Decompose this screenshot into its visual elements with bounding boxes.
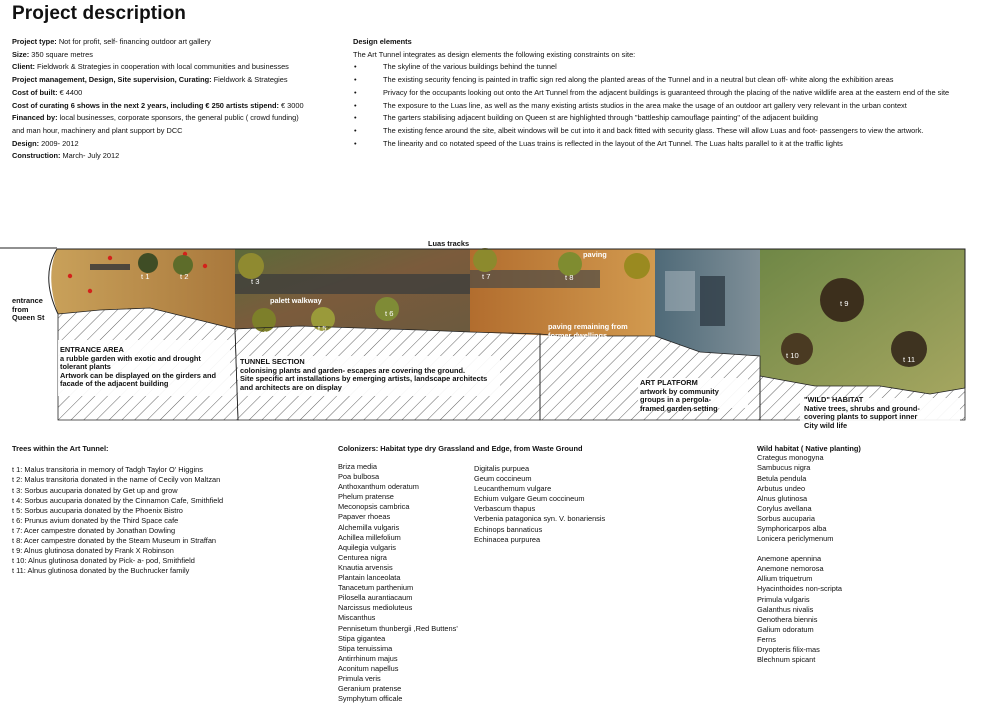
- wild-habitat-line-3: City wild life: [804, 420, 848, 430]
- project-info-value: Not for profit, self- financing outdoor art gallery: [56, 37, 211, 46]
- design-bullet: • The exposure to the Luas line, as well as the many existing artists studios in the area make the usage of an outdoor art gallery very relevant in the urban context: [353, 100, 983, 113]
- entrance-area-line-2: tolerant plants: [60, 362, 111, 372]
- wild-plant-item: Sambucus nigra: [757, 463, 811, 473]
- wild-plant-item: Arbutus undeo: [757, 483, 806, 493]
- design-bullet: • The garters stabilising adjacent building on Queen st are highlighted through "battleship camouflage painting" of the adjacent building: [353, 112, 983, 125]
- project-info-value: € 3000: [278, 100, 304, 110]
- wild-plant-item: Hyacinthoides non-scripta: [757, 584, 843, 594]
- trees-heading: Trees within the Art Tunnel:: [12, 444, 109, 453]
- project-info-row: [12, 36, 342, 49]
- entrance-label: [12, 297, 44, 323]
- palett-walkway-label: palett walkway: [270, 296, 322, 305]
- colonizer-item: Pennisetum thunbergii ,Red Buttens': [338, 623, 458, 633]
- project-info-value: Fieldwork & Strategies in cooperation with local communities and businesses: [35, 62, 289, 72]
- colonizer-item: Stipa tenuissima: [338, 643, 393, 653]
- colonizer-item: Alchemilla vulgaris: [338, 522, 400, 532]
- project-info-value: and man hour, machinery and plant support by DCC: [12, 125, 183, 135]
- project-info-label: Construction:: [12, 151, 61, 161]
- project-info-row: [12, 74, 342, 87]
- wild-plant-item: Betula pendula: [757, 473, 807, 483]
- project-info-label: Cost of curating 6 shows in the next 2 years, including € 250 artists stipend:: [12, 100, 279, 110]
- tree-label-t4: t 4: [258, 329, 267, 338]
- colonizer-item: Pilosella aurantiacaum: [338, 593, 413, 603]
- project-info-label: Client:: [12, 62, 35, 72]
- tree-label-t8: t 8: [565, 273, 574, 282]
- wild-plant-item: Crategus monogyna: [757, 453, 824, 463]
- entrance-area-line-3: Artwork can be displayed on the girders and: [60, 370, 217, 380]
- entrance-area-title: ENTRANCE AREA: [60, 345, 124, 354]
- project-info-label: Size:: [12, 49, 30, 59]
- wild-habitat-line-1: Native trees, shrubs and ground-: [804, 403, 920, 413]
- wild-plant-item: Allium triquetrum: [757, 574, 813, 584]
- project-info-label: Project management, Design, Site supervision, Curating:: [12, 75, 212, 85]
- wild-plant-item: Blechnum spicant: [757, 655, 816, 665]
- tree-label-t3: t 3: [251, 277, 260, 286]
- tree-list-item: t 4: Sorbus aucuparia donated by the Cinnamon Cafe, Smithfield: [12, 495, 224, 505]
- project-info-row: [12, 87, 342, 100]
- paving-remaining-line-1: paving remaining from: [548, 322, 628, 331]
- colonizer-item: Achillea millefolium: [338, 532, 401, 542]
- luas-tracks-label: Luas tracks: [428, 239, 470, 248]
- tree-label-t9: t 9: [840, 299, 849, 308]
- project-info-label: Design:: [12, 138, 40, 148]
- project-info-value: € 4400: [57, 87, 83, 97]
- colonizer-item: Knautia arvensis: [338, 562, 393, 572]
- trees-section: [12, 444, 332, 576]
- design-elements: [353, 36, 983, 150]
- wild-habitat-label: [804, 396, 920, 430]
- wild-habitat-section: [757, 444, 977, 665]
- art-platform-line-3: framed garden setting: [640, 403, 718, 413]
- art-platform-title: ART PLATFORM: [640, 378, 698, 387]
- colonizer-item: Centurea nigra: [338, 552, 387, 562]
- project-info-row: [12, 138, 342, 151]
- wild-heading: Wild habitat ( Native planting): [757, 444, 861, 453]
- trees-list: [12, 465, 332, 576]
- project-info-row: [12, 100, 342, 113]
- paving-label: paving: [583, 250, 607, 259]
- wild-plant-item: Lonicera periclymenum: [757, 534, 834, 544]
- tunnel-section-label: [240, 358, 487, 392]
- colonizers-heading: Colonizers: Habitat type dry Grassland and Edge, from Waste Ground: [338, 444, 583, 453]
- tunnel-section-line-3: and architects are on display: [240, 382, 342, 392]
- tunnel-section-title: TUNNEL SECTION: [240, 357, 305, 366]
- tree-label-t10: t 10: [786, 351, 799, 360]
- entrance-area-line-4: facade of the adjacent building: [60, 379, 169, 389]
- page-title: Project description: [12, 3, 186, 24]
- colonizer-item: Verbascum thapus: [474, 504, 536, 514]
- entrance-area-line-1: a rubble garden with exotic and drought: [60, 353, 201, 363]
- tree-list-item: t 11: Alnus glutinosa donated by the Buchrucker family: [12, 566, 190, 576]
- wild-habitat-title: "WILD" HABITAT: [804, 395, 864, 404]
- design-bullet-list: [353, 61, 983, 150]
- wild-plant-item: Galium odoratum: [757, 624, 814, 634]
- project-info-row: [12, 150, 342, 163]
- wild-plant-item: Dryopteris filix-mas: [757, 645, 820, 655]
- colonizer-item: Symphytum officale: [338, 694, 403, 704]
- design-bullet: • The skyline of the various buildings behind the tunnel: [353, 61, 983, 74]
- design-bullet: • The linearity and co notated speed of the Luas trains is reflected in the layout of the Art Tunnel. The Luas halts parallel to it at the traffic lights: [353, 138, 983, 151]
- wild-plant-item: Corylus avellana: [757, 503, 812, 513]
- design-bullet: • The existing security fencing is painted in traffic sign red along the planted areas of the Tunnel and in a neutral but clean off- white along the exhibition areas: [353, 74, 983, 87]
- colonizer-item: Aquilegia vulgaris: [338, 542, 396, 552]
- project-info-label: Project type:: [12, 37, 57, 46]
- design-intro: The Art Tunnel integrates as design elements the following existing constraints on site:: [353, 49, 636, 59]
- project-info: [12, 36, 342, 163]
- project-info-value: local businesses, corporate sponsors, the general public ( crowd funding): [57, 113, 299, 123]
- colonizer-item: Geranium pratense: [338, 684, 402, 694]
- project-info-row: [12, 61, 342, 74]
- colonizer-item: Phelum pratense: [338, 492, 394, 502]
- colonizer-item: Narcissus medioluteus: [338, 603, 413, 613]
- colonizer-item: Briza media: [338, 462, 378, 471]
- colonizer-item: Poa bulbosa: [338, 472, 380, 482]
- entrance-line-2: from: [12, 304, 29, 314]
- tree-label-t6: t 6: [385, 309, 394, 318]
- colonizer-item: Meconopsis cambrica: [338, 502, 410, 512]
- entrance-line-3: Queen St: [12, 313, 45, 323]
- wild-plant-item: Primula vulgaris: [757, 594, 810, 604]
- wild-habitat-line-2: covering plants to support inner: [804, 412, 918, 422]
- wild-plant-item: Symphoricarpos alba: [757, 523, 827, 533]
- colonizers-list-2: [474, 464, 674, 545]
- project-info-value: Fieldwork & Strategies: [211, 75, 288, 85]
- colonizer-item: Geum coccineum: [474, 474, 532, 484]
- colonizer-item: Plantain lanceolata: [338, 573, 401, 583]
- tunnel-section-line-2: Site specific art installations by emerging artists, landscape architects: [240, 374, 488, 384]
- tree-label-t11: t 11: [903, 355, 916, 364]
- tree-label-t7: t 7: [482, 272, 491, 281]
- colonizer-item: Antirrhinum majus: [338, 653, 398, 663]
- colonizer-item: Tanacetum parthenium: [338, 583, 414, 593]
- paving-remaining-line-2: former dwellings: [548, 330, 608, 340]
- colonizer-item: Stipa gigantea: [338, 633, 386, 643]
- paving-remaining-label: [548, 323, 628, 340]
- art-platform-label: [640, 379, 719, 413]
- tree-list-item: t 1: Malus transitoria in memory of Tadgh Taylor O' Higgins: [12, 465, 203, 475]
- colonizer-item: Papaver rhoeas: [338, 512, 391, 522]
- tree-list-item: t 10: Alnus glutinosa donated by Pick- a- pod, Smithfield: [12, 556, 195, 566]
- project-info-label: Cost of built:: [12, 87, 58, 97]
- tree-list-item: t 6: Prunus avium donated by the Third Space cafe: [12, 515, 179, 525]
- design-bullet: • The existing fence around the site, albeit windows will be cut into it and back fitted with security glass. These will allow Luas and foot- passengers to view the artwork.: [353, 125, 983, 138]
- colonizer-item: Aconitum napellus: [338, 663, 399, 673]
- design-heading: Design elements: [353, 37, 412, 46]
- project-info-value: 2009- 2012: [39, 138, 79, 148]
- colonizer-item: Primula veris: [338, 673, 381, 683]
- colonizer-item: Digitalis purpuea: [474, 464, 530, 473]
- wild-plant-item: Oenothera biennis: [757, 614, 818, 624]
- art-platform-line-1: artwork by community: [640, 386, 719, 396]
- entrance-line-1: entrance: [12, 296, 43, 305]
- project-info-row: [12, 125, 342, 138]
- colonizer-item: Anthoxanthum oderatum: [338, 482, 419, 492]
- site-plan: [0, 236, 985, 436]
- art-platform-line-2: groups in a pergola-: [640, 395, 712, 405]
- tree-list-item: t 2: Malus transitoria donated in the name of Cecily von Maltzan: [12, 475, 221, 485]
- tree-list-item: t 8: Acer campestre donated by the Steam Museum in Straffan: [12, 535, 217, 545]
- colonizers-section: [338, 444, 738, 704]
- wild-plant-item: Anemone nemorosa: [757, 564, 824, 574]
- wild-plant-item: Anemone apennina: [757, 554, 822, 564]
- project-info-row: [12, 49, 342, 62]
- colonizer-item: Leucanthemum vulgare: [474, 484, 552, 494]
- tree-list-item: t 5: Sorbus aucuparia donated by the Phoenix Bistro: [12, 505, 183, 515]
- colonizer-item: Verbenia patagonica syn. V. bonariensis: [474, 514, 606, 524]
- wild-list-2: [757, 554, 977, 665]
- wild-plant-item: Alnus glutinosa: [757, 493, 808, 503]
- wild-list-1: [757, 453, 977, 544]
- colonizers-list-1: [338, 462, 468, 704]
- project-info-label: Financed by:: [12, 113, 58, 123]
- tree-label-t5: t 5: [318, 324, 327, 333]
- colonizer-item: Miscanthus: [338, 613, 376, 623]
- tree-label-t2: t 2: [180, 272, 189, 281]
- design-bullet: • Privacy for the occupants looking out onto the Art Tunnel from the adjacent buildings is guaranteed through the placing of the native wildlife area at the eastern end of the site: [353, 87, 983, 100]
- wild-plant-item: Sorbus aucuparia: [757, 513, 815, 523]
- colonizer-item: Echium vulgare Geum coccineum: [474, 494, 585, 504]
- project-info-value: 350 square metres: [29, 49, 93, 59]
- wild-plant-item: Ferns: [757, 634, 776, 644]
- tunnel-section-line-1: colonising plants and garden- escapes are covering the ground.: [240, 365, 466, 375]
- tree-label-t1: t 1: [141, 272, 150, 281]
- tree-list-item: t 7: Acer campestre donated by Jonathan Dowling: [12, 525, 176, 535]
- colonizer-item: Echinops bannaticus: [474, 524, 543, 534]
- colonizer-item: Echinacea purpurea: [474, 534, 541, 544]
- tree-list-item: t 9: Alnus glutinosa donated by Frank X Robinson: [12, 546, 174, 556]
- tree-list-item: t 3: Sorbus aucuparia donated by Get up and grow: [12, 485, 178, 495]
- project-info-row: [12, 112, 342, 125]
- entrance-area-label: [60, 346, 216, 389]
- project-info-value: March- July 2012: [60, 151, 120, 161]
- wild-plant-item: Galanthus nivalis: [757, 604, 814, 614]
